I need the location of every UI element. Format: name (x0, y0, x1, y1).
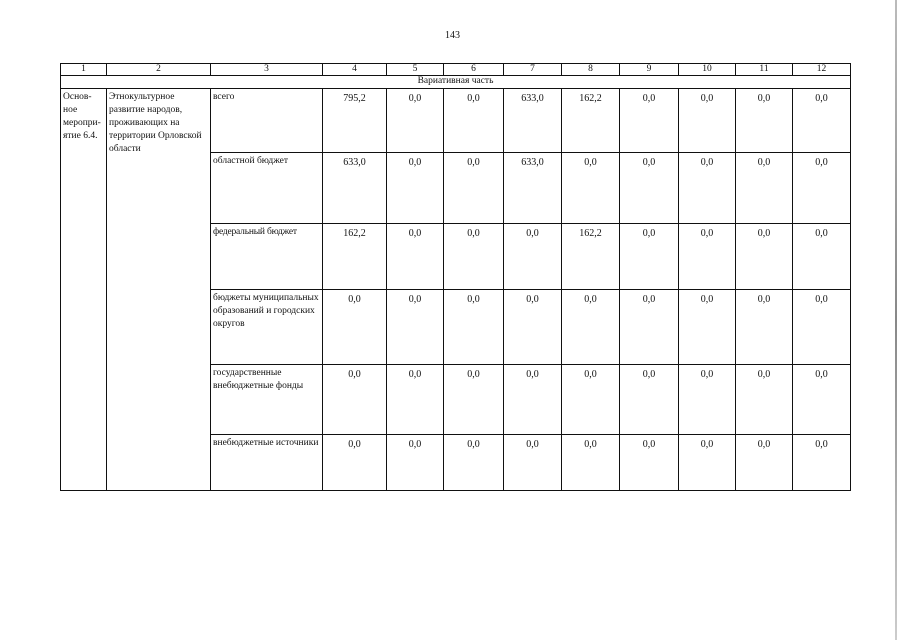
value-cell: 0,0 (679, 89, 736, 153)
value-cell: 0,0 (504, 290, 562, 365)
value-cell: 0,0 (387, 224, 444, 290)
table-row (61, 89, 851, 153)
event-code: Основ- ное меропри- ятие 6.4. (61, 89, 107, 491)
column-header: 2 (107, 64, 211, 76)
column-header: 6 (444, 64, 504, 76)
row-label: государственные внебюджетные фонды (211, 365, 323, 435)
value-cell: 0,0 (444, 365, 504, 435)
row-label: федеральный бюджет (211, 224, 323, 290)
row-label: внебюджетные источники (211, 435, 323, 491)
value-cell: 0,0 (793, 435, 851, 491)
section-row (61, 76, 851, 89)
value-cell: 0,0 (562, 435, 620, 491)
value-cell: 0,0 (444, 89, 504, 153)
value-cell: 0,0 (736, 89, 793, 153)
value-cell: 0,0 (679, 435, 736, 491)
value-cell: 0,0 (679, 224, 736, 290)
value-cell: 0,0 (679, 365, 736, 435)
value-cell: 795,2 (323, 89, 387, 153)
value-cell: 162,2 (323, 224, 387, 290)
value-cell: 0,0 (504, 365, 562, 435)
value-cell: 0,0 (323, 365, 387, 435)
value-cell: 0,0 (323, 290, 387, 365)
value-cell: 633,0 (504, 153, 562, 224)
column-header: 5 (387, 64, 444, 76)
value-cell: 0,0 (444, 290, 504, 365)
value-cell: 0,0 (323, 435, 387, 491)
column-header: 10 (679, 64, 736, 76)
event-name: Этнокультурное развитие народов, проживающих на территории Орловской области (107, 89, 211, 491)
value-cell: 0,0 (387, 89, 444, 153)
value-cell: 0,0 (562, 153, 620, 224)
value-cell: 0,0 (620, 435, 679, 491)
value-cell: 162,2 (562, 89, 620, 153)
column-header: 4 (323, 64, 387, 76)
scan-edge-shadow (895, 0, 897, 640)
value-cell: 0,0 (387, 435, 444, 491)
value-cell: 0,0 (793, 89, 851, 153)
column-header: 8 (562, 64, 620, 76)
value-cell: 0,0 (562, 365, 620, 435)
column-header-row (61, 64, 851, 76)
value-cell: 0,0 (620, 290, 679, 365)
row-label: всего (211, 89, 323, 153)
row-label: областной бюджет (211, 153, 323, 224)
value-cell: 0,0 (736, 224, 793, 290)
value-cell: 0,0 (679, 153, 736, 224)
value-cell: 162,2 (562, 224, 620, 290)
value-cell: 633,0 (504, 89, 562, 153)
column-header: 11 (736, 64, 793, 76)
value-cell: 0,0 (793, 290, 851, 365)
column-header: 1 (61, 64, 107, 76)
row-label: бюджеты муниципальных образований и городских округов (211, 290, 323, 365)
column-header: 7 (504, 64, 562, 76)
value-cell: 0,0 (562, 290, 620, 365)
value-cell: 0,0 (736, 365, 793, 435)
value-cell: 0,0 (444, 224, 504, 290)
value-cell: 0,0 (387, 290, 444, 365)
section-title: Вариативная часть (61, 76, 851, 89)
value-cell: 0,0 (793, 153, 851, 224)
value-cell: 0,0 (793, 365, 851, 435)
value-cell: 0,0 (793, 224, 851, 290)
value-cell: 0,0 (620, 224, 679, 290)
column-header: 3 (211, 64, 323, 76)
value-cell: 0,0 (736, 153, 793, 224)
budget-table (60, 63, 851, 491)
value-cell: 0,0 (620, 153, 679, 224)
value-cell: 0,0 (736, 435, 793, 491)
value-cell: 0,0 (387, 365, 444, 435)
page-number: 143 (445, 30, 460, 41)
value-cell: 0,0 (504, 224, 562, 290)
value-cell: 633,0 (323, 153, 387, 224)
value-cell: 0,0 (620, 365, 679, 435)
value-cell: 0,0 (387, 153, 444, 224)
value-cell: 0,0 (444, 435, 504, 491)
value-cell: 0,0 (620, 89, 679, 153)
value-cell: 0,0 (736, 290, 793, 365)
column-header: 9 (620, 64, 679, 76)
value-cell: 0,0 (679, 290, 736, 365)
value-cell: 0,0 (504, 435, 562, 491)
value-cell: 0,0 (444, 153, 504, 224)
column-header: 12 (793, 64, 851, 76)
